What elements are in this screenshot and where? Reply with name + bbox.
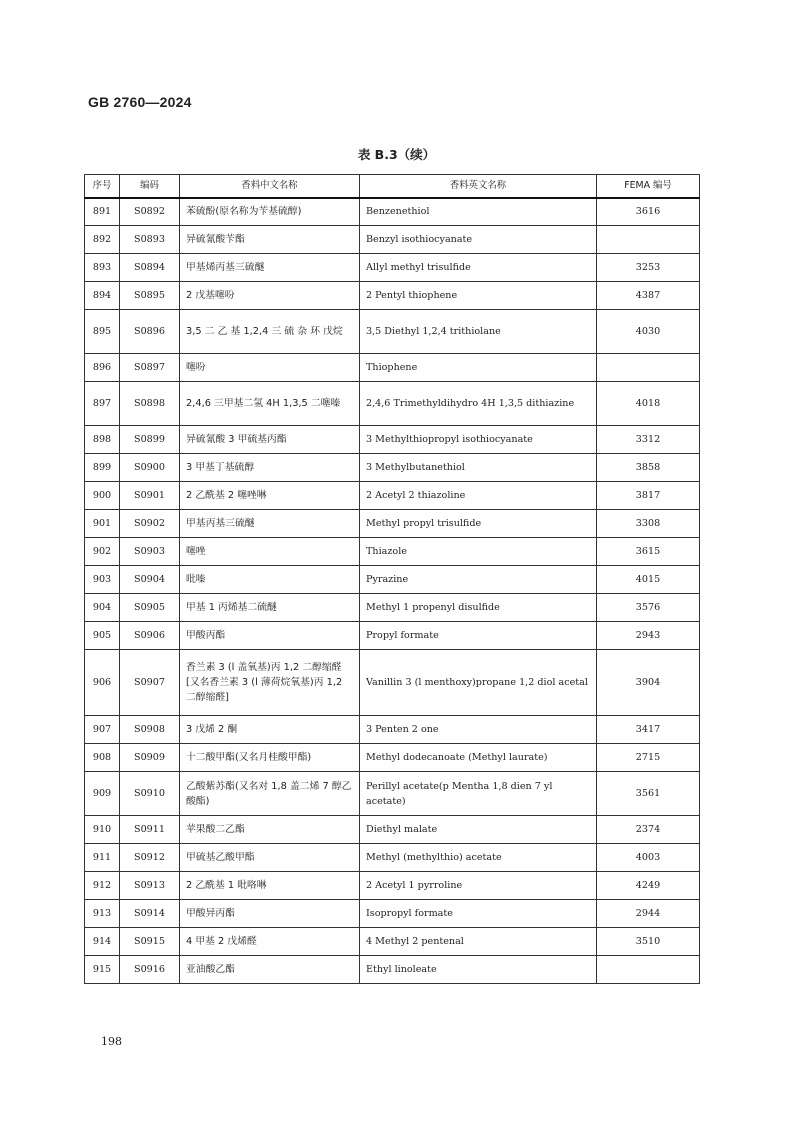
table-row	[85, 282, 700, 310]
cell-english-name: Methyl 1 propenyl disulfide	[360, 594, 597, 622]
cell-chinese-name: 甲基烯丙基三硫醚	[180, 254, 360, 282]
cell-fema: 4249	[597, 872, 700, 900]
cell-chinese-name: 十二酸甲酯(又名月桂酸甲酯)	[180, 744, 360, 772]
cell-chinese-name: 噻吩	[180, 354, 360, 382]
cell-fema	[597, 354, 700, 382]
cell-code: S0904	[120, 566, 180, 594]
cell-fema: 2943	[597, 622, 700, 650]
cell-english-name: 3 Penten 2 one	[360, 716, 597, 744]
cell-serial: 892	[85, 226, 120, 254]
cell-fema: 3417	[597, 716, 700, 744]
cell-code: S0897	[120, 354, 180, 382]
cell-serial: 894	[85, 282, 120, 310]
cell-fema: 3561	[597, 772, 700, 816]
cell-english-name: Benzyl isothiocyanate	[360, 226, 597, 254]
cell-serial: 898	[85, 426, 120, 454]
cell-english-name: 3 Methylthiopropyl isothiocyanate	[360, 426, 597, 454]
table-row	[85, 382, 700, 426]
cell-english-name: Ethyl linoleate	[360, 956, 597, 984]
page-number: 198	[101, 1035, 122, 1048]
table-row	[85, 816, 700, 844]
cell-code: S0895	[120, 282, 180, 310]
cell-chinese-name: 甲基丙基三硫醚	[180, 510, 360, 538]
column-header-code: 编码	[120, 175, 180, 198]
table-row	[85, 900, 700, 928]
cell-english-name: 4 Methyl 2 pentenal	[360, 928, 597, 956]
cell-serial: 901	[85, 510, 120, 538]
cell-code: S0898	[120, 382, 180, 426]
cell-code: S0909	[120, 744, 180, 772]
cell-english-name: 2 Acetyl 1 pyrroline	[360, 872, 597, 900]
cell-fema: 2944	[597, 900, 700, 928]
cell-fema: 4387	[597, 282, 700, 310]
cell-fema	[597, 956, 700, 984]
table-header	[85, 175, 700, 198]
table-row	[85, 650, 700, 716]
column-header-serial: 序号	[85, 175, 120, 198]
cell-code: S0906	[120, 622, 180, 650]
cell-code: S0899	[120, 426, 180, 454]
cell-fema: 2374	[597, 816, 700, 844]
cell-chinese-name: 2 乙酰基 1 吡咯啉	[180, 872, 360, 900]
flavoring-table	[84, 174, 700, 984]
cell-fema: 3312	[597, 426, 700, 454]
cell-fema	[597, 226, 700, 254]
cell-code: S0913	[120, 872, 180, 900]
cell-code: S0908	[120, 716, 180, 744]
table-row	[85, 594, 700, 622]
cell-chinese-name: 3,5 二 乙 基 1,2,4 三 硫 杂 环 戊烷	[180, 310, 360, 354]
cell-fema: 3253	[597, 254, 700, 282]
cell-chinese-name: 异硫氰酸苄酯	[180, 226, 360, 254]
cell-chinese-name: 3 戊烯 2 酮	[180, 716, 360, 744]
cell-code: S0914	[120, 900, 180, 928]
cell-chinese-name: 2 乙酰基 2 噻唑啉	[180, 482, 360, 510]
cell-serial: 896	[85, 354, 120, 382]
cell-fema: 4003	[597, 844, 700, 872]
cell-code: S0907	[120, 650, 180, 716]
cell-serial: 912	[85, 872, 120, 900]
cell-serial: 900	[85, 482, 120, 510]
table-row	[85, 622, 700, 650]
cell-fema: 2715	[597, 744, 700, 772]
cell-chinese-name: 苯硫酚(原名称为苄基硫醇)	[180, 198, 360, 226]
table-row	[85, 226, 700, 254]
table-row	[85, 716, 700, 744]
cell-fema: 3904	[597, 650, 700, 716]
cell-code: S0892	[120, 198, 180, 226]
cell-fema: 4015	[597, 566, 700, 594]
cell-code: S0896	[120, 310, 180, 354]
cell-english-name: Methyl propyl trisulfide	[360, 510, 597, 538]
cell-code: S0916	[120, 956, 180, 984]
cell-serial: 904	[85, 594, 120, 622]
cell-serial: 902	[85, 538, 120, 566]
cell-serial: 891	[85, 198, 120, 226]
column-header-english-name: 香料英文名称	[360, 175, 597, 198]
cell-serial: 903	[85, 566, 120, 594]
table-row	[85, 310, 700, 354]
cell-fema: 3510	[597, 928, 700, 956]
cell-english-name: Isopropyl formate	[360, 900, 597, 928]
cell-english-name: Benzenethiol	[360, 198, 597, 226]
cell-code: S0902	[120, 510, 180, 538]
cell-serial: 905	[85, 622, 120, 650]
cell-english-name: Vanillin 3 (l menthoxy)propane 1,2 diol acetal	[360, 650, 597, 716]
cell-chinese-name: 甲酸异丙酯	[180, 900, 360, 928]
cell-english-name: 3,5 Diethyl 1,2,4 trithiolane	[360, 310, 597, 354]
cell-english-name: 2 Pentyl thiophene	[360, 282, 597, 310]
cell-english-name: Pyrazine	[360, 566, 597, 594]
cell-serial: 911	[85, 844, 120, 872]
cell-fema: 3308	[597, 510, 700, 538]
cell-english-name: 2,4,6 Trimethyldihydro 4H 1,3,5 dithiazine	[360, 382, 597, 426]
table-row	[85, 744, 700, 772]
cell-chinese-name: 吡嗪	[180, 566, 360, 594]
cell-code: S0915	[120, 928, 180, 956]
cell-english-name: Thiophene	[360, 354, 597, 382]
column-header-chinese-name: 香料中文名称	[180, 175, 360, 198]
cell-chinese-name: 噻唑	[180, 538, 360, 566]
cell-chinese-name: 甲酸丙酯	[180, 622, 360, 650]
cell-code: S0901	[120, 482, 180, 510]
table-row	[85, 956, 700, 984]
cell-serial: 897	[85, 382, 120, 426]
cell-code: S0910	[120, 772, 180, 816]
cell-code: S0900	[120, 454, 180, 482]
table-row	[85, 566, 700, 594]
cell-english-name: Perillyl acetate(p Mentha 1,8 dien 7 yl acetate)	[360, 772, 597, 816]
cell-serial: 899	[85, 454, 120, 482]
cell-chinese-name: 香兰素 3 (l 盖氧基)丙 1,2 二醇缩醛[又名香兰素 3 (l 薄荷烷氧基)丙 1,2 二醇缩醛]	[180, 650, 360, 716]
cell-chinese-name: 异硫氰酸 3 甲硫基丙酯	[180, 426, 360, 454]
cell-serial: 914	[85, 928, 120, 956]
cell-chinese-name: 2,4,6 三甲基二氢 4H 1,3,5 二噻嗪	[180, 382, 360, 426]
cell-chinese-name: 甲基 1 丙烯基二硫醚	[180, 594, 360, 622]
cell-serial: 906	[85, 650, 120, 716]
cell-serial: 913	[85, 900, 120, 928]
table-row	[85, 482, 700, 510]
table-title: 表 B.3（续）	[357, 147, 436, 162]
cell-chinese-name: 3 甲基丁基硫醇	[180, 454, 360, 482]
cell-chinese-name: 2 戊基噻吩	[180, 282, 360, 310]
table-row	[85, 426, 700, 454]
cell-chinese-name: 亚油酸乙酯	[180, 956, 360, 984]
cell-english-name: Propyl formate	[360, 622, 597, 650]
cell-serial: 895	[85, 310, 120, 354]
cell-code: S0905	[120, 594, 180, 622]
table-row	[85, 198, 700, 226]
table-row	[85, 510, 700, 538]
cell-fema: 3616	[597, 198, 700, 226]
cell-fema: 4030	[597, 310, 700, 354]
cell-serial: 909	[85, 772, 120, 816]
cell-chinese-name: 4 甲基 2 戊烯醛	[180, 928, 360, 956]
cell-chinese-name: 乙酸紫苏酯(又名对 1,8 盖二烯 7 醇乙酸酯)	[180, 772, 360, 816]
cell-english-name: Methyl dodecanoate (Methyl laurate)	[360, 744, 597, 772]
cell-english-name: 3 Methylbutanethiol	[360, 454, 597, 482]
cell-chinese-name: 苹果酸二乙酯	[180, 816, 360, 844]
table-row	[85, 454, 700, 482]
cell-fema: 4018	[597, 382, 700, 426]
cell-code: S0903	[120, 538, 180, 566]
standard-code: GB 2760—2024	[88, 94, 192, 110]
table-row	[85, 354, 700, 382]
table-row	[85, 254, 700, 282]
cell-serial: 893	[85, 254, 120, 282]
cell-serial: 908	[85, 744, 120, 772]
table-row	[85, 872, 700, 900]
cell-serial: 915	[85, 956, 120, 984]
cell-english-name: Allyl methyl trisulfide	[360, 254, 597, 282]
cell-english-name: Thiazole	[360, 538, 597, 566]
cell-code: S0911	[120, 816, 180, 844]
table-body	[85, 198, 700, 984]
cell-fema: 3817	[597, 482, 700, 510]
cell-english-name: 2 Acetyl 2 thiazoline	[360, 482, 597, 510]
cell-serial: 907	[85, 716, 120, 744]
cell-fema: 3615	[597, 538, 700, 566]
cell-fema: 3576	[597, 594, 700, 622]
cell-english-name: Diethyl malate	[360, 816, 597, 844]
cell-chinese-name: 甲硫基乙酸甲酯	[180, 844, 360, 872]
table-row	[85, 928, 700, 956]
cell-fema: 3858	[597, 454, 700, 482]
cell-english-name: Methyl (methylthio) acetate	[360, 844, 597, 872]
cell-code: S0893	[120, 226, 180, 254]
cell-code: S0912	[120, 844, 180, 872]
cell-serial: 910	[85, 816, 120, 844]
cell-code: S0894	[120, 254, 180, 282]
table-row	[85, 538, 700, 566]
table-row	[85, 772, 700, 816]
column-header-fema: FEMA 编号	[597, 175, 700, 198]
table-row	[85, 844, 700, 872]
